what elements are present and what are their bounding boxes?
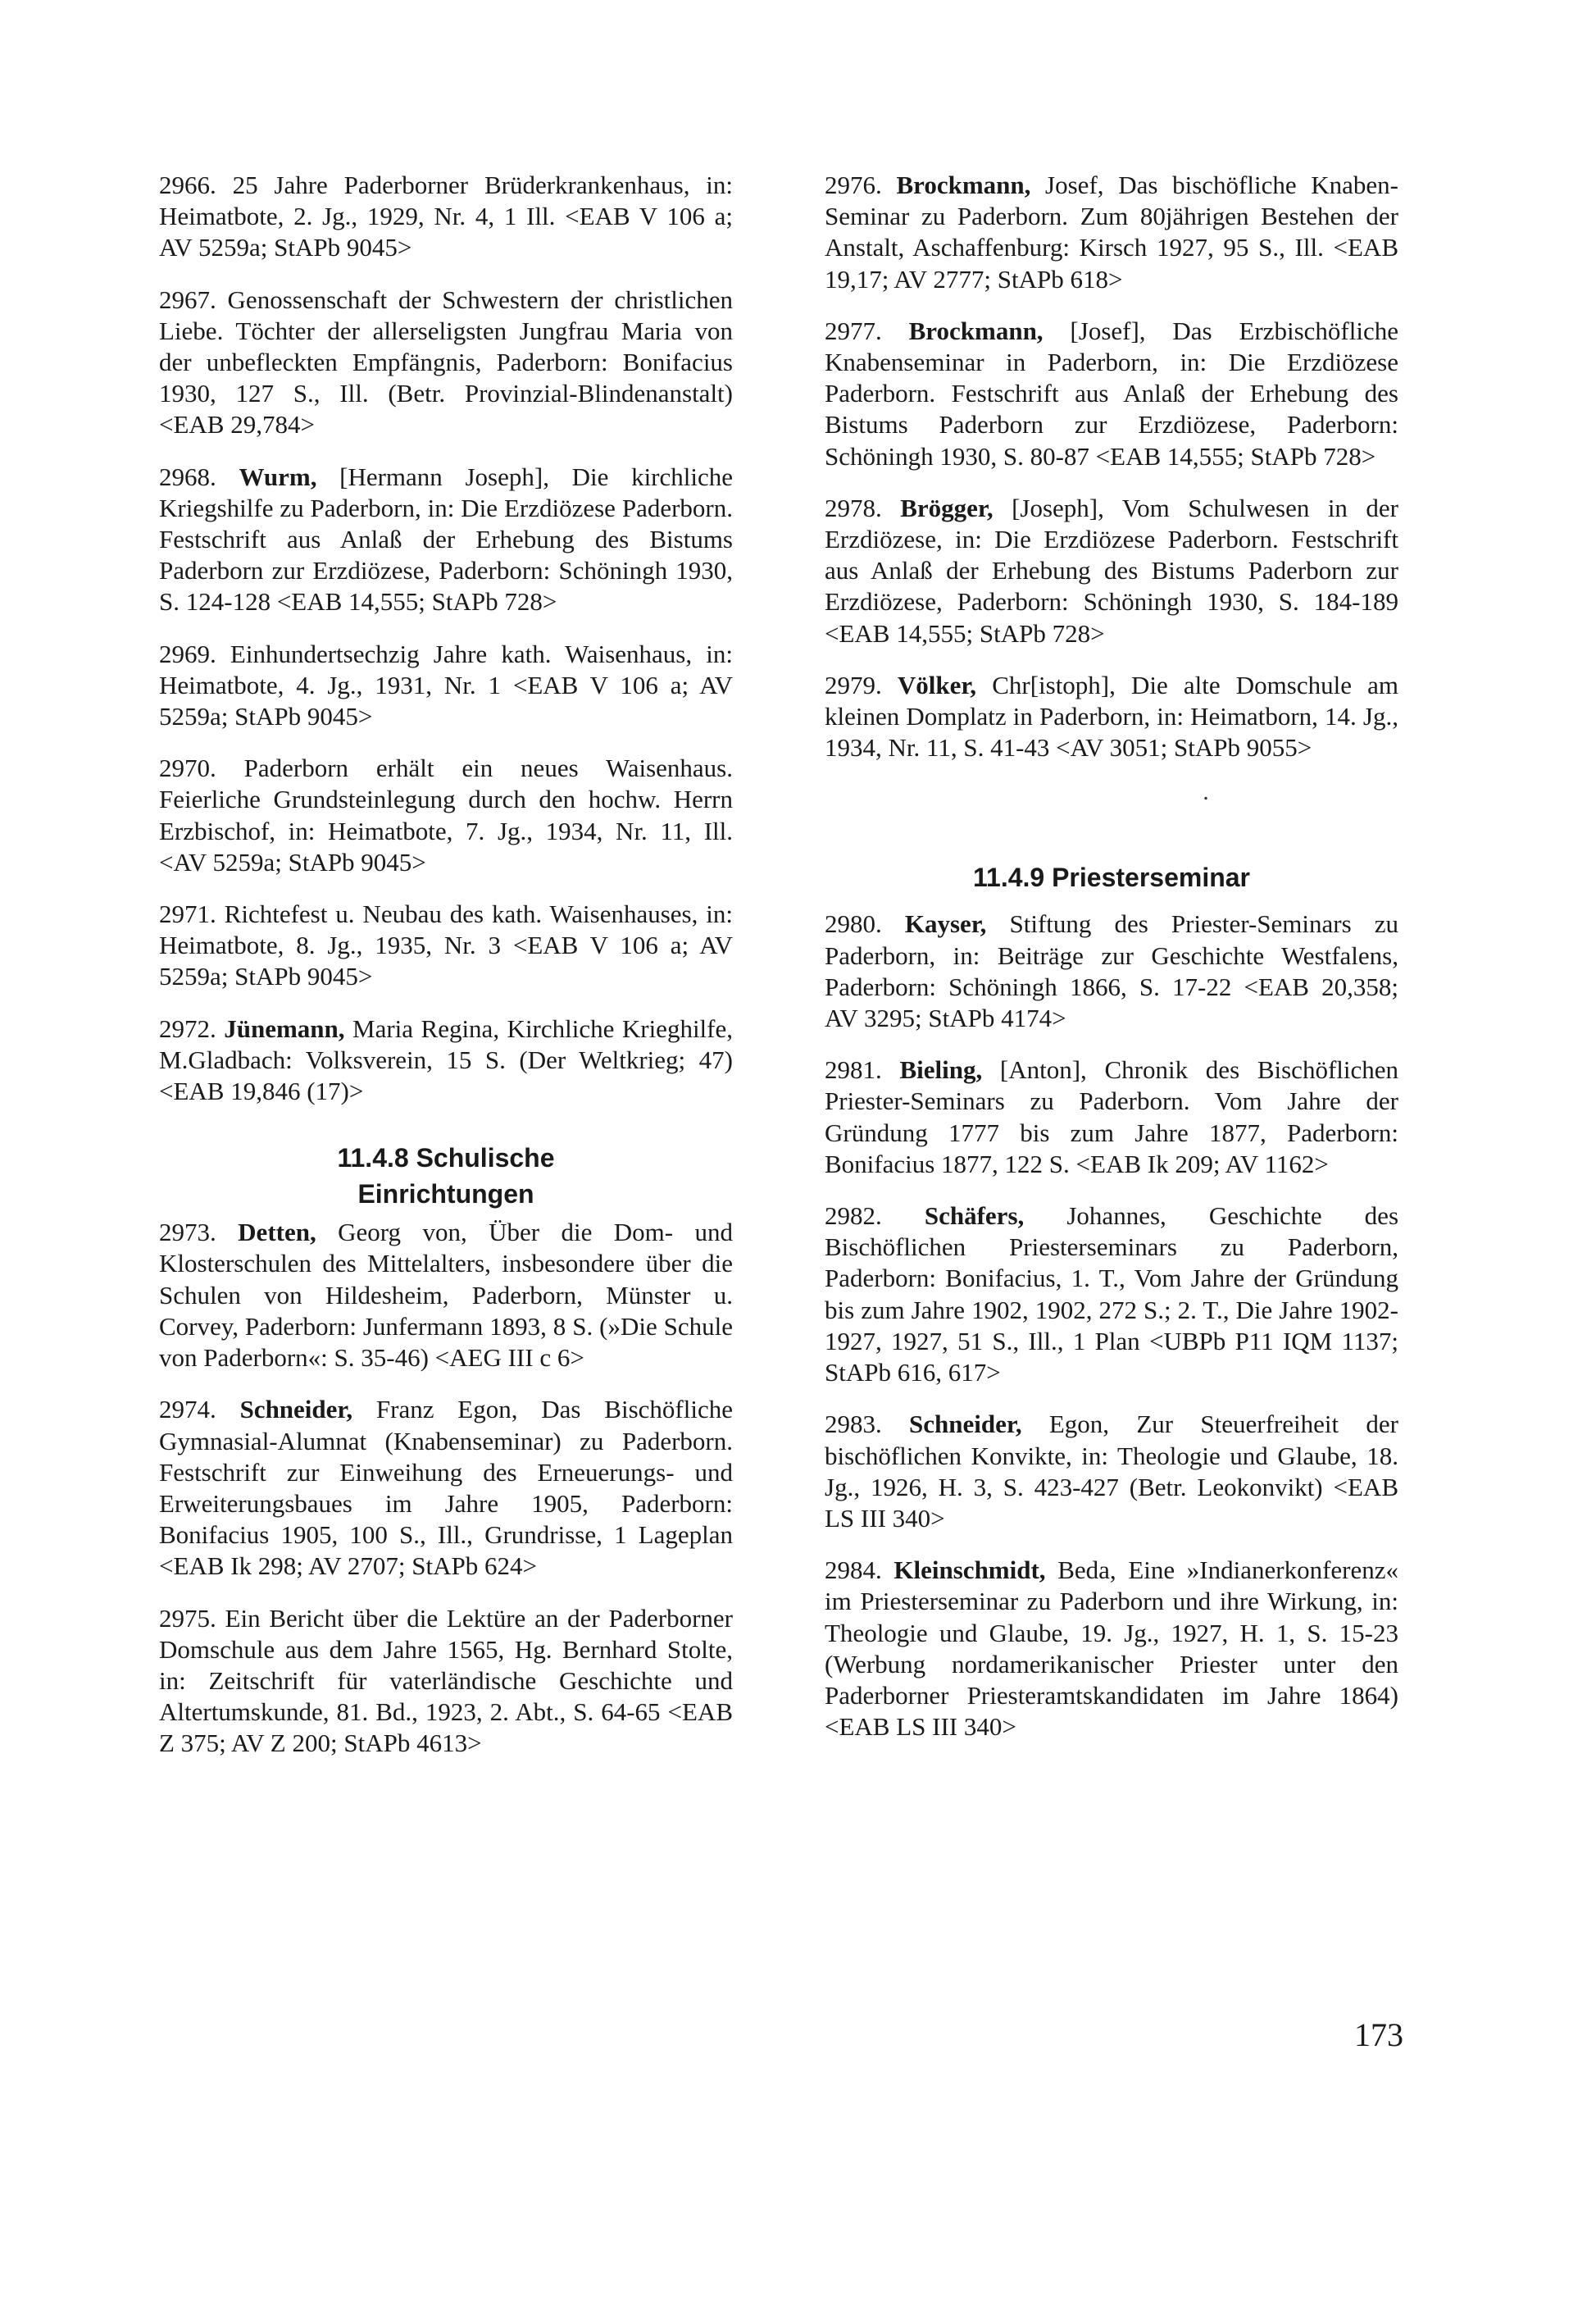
entry-author: Brögger,	[900, 493, 994, 522]
entry-author: Brockmann,	[896, 171, 1031, 199]
entry-author: Schneider,	[239, 1395, 353, 1424]
entry-text: Paderborn erhält ein neues Waisenhaus. Feierliche Grundsteinlegung durch den hochw. Herrn Erzbischof, in: Heimatbote, 7. Jg., 1934, Nr. 11, Ill. <AV 5259a; StAPb 9045>	[159, 754, 733, 877]
entry-author: Bieling,	[899, 1055, 983, 1085]
entry-number: 2968.	[159, 462, 216, 491]
section-heading-priesterseminar: 11.4.9 Priesterseminar	[972, 863, 1250, 893]
entry-number: 2966.	[159, 171, 216, 199]
bibliography-entry	[159, 285, 733, 441]
entry-number: 2980.	[825, 909, 882, 939]
bibliography-entry	[159, 1603, 733, 1760]
entry-text: [Hermann Joseph], Die kirchliche Kriegshilfe zu Paderborn, in: Die Erzdiözese Paderborn. Festschrift aus Anlaß der Erhebung des Bistums Paderborn zur Erzdiözese, Paderborn: Schöningh 1930, S. 124-128 <EAB 14,555; StAPb 728>	[159, 462, 734, 617]
entry-text: [Josef], Das Erzbischöfliche Knabenseminar in Paderborn, in: Die Erzdiözese Paderborn. Festschrift aus Anlaß der Erhebung des Bistums Paderborn zur Erzdiözese, Paderborn: Schöningh 1930, S. 80-87 <EAB 14,555; StAPb 728>	[825, 316, 1399, 471]
separator-dot: .	[1203, 778, 1209, 806]
entry-text: 25 Jahre Paderborner Brüderkrankenhaus, in: Heimatbote, 2. Jg., 1929, Nr. 4, 1 Ill. <EAB V 106 a; AV 5259a; StAPb 9045>	[159, 171, 733, 262]
entry-number: 2983.	[825, 1410, 882, 1439]
entry-number: 2976.	[825, 171, 882, 199]
entry-number: 2984.	[825, 1555, 882, 1585]
right-column	[825, 170, 1398, 1763]
left-column	[159, 170, 733, 1780]
entry-author: Völker,	[897, 670, 977, 699]
section-heading-schulische-einrichtungen	[159, 1140, 733, 1212]
entry-text: [Joseph], Vom Schulwesen in der Erzdiözese, in: Die Erzdiözese Paderborn. Festschrift aus Anlaß der Erhebung des Bistums Paderborn zur Erzdiözese, Paderborn: Schöningh 1930, S. 184-189 <EAB 14,555; StAPb 728>	[825, 493, 1398, 648]
entry-text: Beda, Eine »Indianerkonferenz« im Priesterseminar zu Paderborn und ihre Wirkung, in: Theologie und Glaube, 19. Jg., 1927, H. 1, S. 15-23 (Werbung nordamerikanischer Priester unter den Paderborner Priesteramtskandidaten im Jahre 1864) <EAB LS III 340>	[825, 1555, 1398, 1742]
entry-author: Schäfers,	[924, 1201, 1025, 1231]
page-number: 173	[1354, 2016, 1403, 2053]
bibliography-entry	[159, 899, 733, 993]
section-heading-line: 11.4.8 Schulische	[337, 1143, 555, 1173]
entry-text: Genossenschaft der Schwestern der christlichen Liebe. Töchter der allerseligsten Jungfrau Maria von der unbefleckten Empfängnis, Paderborn: Bonifacius 1930, 127 S., Ill. (Betr. Provinzial-Blindenanstalt) <EAB 29,784>	[159, 285, 733, 440]
entry-author: Wurm,	[239, 462, 317, 491]
entry-text: Chr[istoph], Die alte Domschule am kleinen Domplatz in Paderborn, in: Heimatborn, 14. Jg., 1934, Nr. 11, S. 41-43 <AV 3051; StAPb 9055>	[825, 670, 1398, 763]
left-entries-before	[159, 170, 733, 1107]
bibliography-entry	[825, 1555, 1398, 1742]
right-entries-before	[825, 170, 1398, 763]
entry-text: Franz Egon, Das Bischöfliche Gymnasial-Alumnat (Knabenseminar) zu Paderborn. Festschrift zur Einweihung des Erneuerungs- und Erweiterungsbaues im Jahre 1905, Paderborn: Bonifacius 1905, 100 S., Ill., Grundrisse, 1 Lageplan <EAB Ik 298; AV 2707; StAPb 624>	[159, 1395, 733, 1581]
entry-number: 2974.	[159, 1395, 216, 1424]
entry-text: Ein Bericht über die Lektüre an der Paderborner Domschule aus dem Jahre 1565, Hg. Bernhard Stolte, in: Zeitschrift für vaterländische Geschichte und Altertumskunde, 81. Bd., 1923, 2. Abt., S. 64-65 <EAB Z 375; AV Z 200; StAPb 4613>	[159, 1603, 733, 1758]
entry-number: 2967.	[159, 285, 216, 314]
entry-number: 2977.	[825, 316, 882, 345]
entry-author: Kayser,	[904, 909, 987, 939]
entry-number: 2970.	[159, 754, 216, 783]
entry-number: 2972.	[159, 1013, 216, 1043]
entry-number: 2982.	[825, 1201, 882, 1231]
bibliography-entry	[825, 316, 1398, 472]
entry-text: Josef, Das bischöfliche Knaben-Seminar zu Paderborn. Zum 80jährigen Bestehen der Anstalt, Aschaffenburg: Kirsch 1927, 95 S., Ill. <EAB 19,17; AV 2777; StAPb 618>	[825, 171, 1399, 294]
entry-number: 2981.	[825, 1055, 882, 1085]
entry-text: Georg von, Über die Dom- und Klosterschulen des Mittelalters, insbesondere über die Schulen von Hildesheim, Paderborn, Münster u. Corvey, Paderborn: Junfermann 1893, 8 S. (»Die Schule von Paderborn«: S. 35-46) <AEG III c 6>	[159, 1218, 734, 1373]
entry-text: Johannes, Geschichte des Bischöflichen Priesterseminars zu Paderborn, Paderborn: Bonifacius, 1. T., Vom Jahre der Gründung bis zum Jahre 1902, 1902, 272 S.; 2. T., Die Jahre 1902-1927, 1927, 51 S., Ill., 1 Plan <UBPb P11 IQM 1137; StAPb 616, 617>	[825, 1201, 1399, 1387]
bibliography-entry	[159, 639, 733, 733]
entry-text: Maria Regina, Kirchliche Krieghilfe, M.Gladbach: Volksverein, 15 S. (Der Weltkrieg; 47) <EAB 19,846 (17)>	[159, 1013, 734, 1106]
bibliography-entry	[825, 493, 1398, 649]
entry-number: 2979.	[825, 670, 882, 699]
bibliography-entry	[825, 1200, 1398, 1388]
section-heading-line: Einrichtungen	[357, 1179, 534, 1209]
bibliography-entry	[159, 753, 733, 878]
bibliography-entry	[159, 1013, 733, 1108]
bibliography-entry	[825, 1409, 1398, 1534]
right-entries-after	[825, 909, 1398, 1742]
bibliography-entry	[159, 1217, 733, 1373]
entry-text: Egon, Zur Steuerfreiheit der bischöflichen Konvikte, in: Theologie und Glaube, 18. Jg., 1926, H. 3, S. 423-427 (Betr. Leokonvikt) <EAB LS III 340>	[825, 1410, 1398, 1533]
entry-author: Detten,	[238, 1218, 316, 1247]
entry-number: 2973.	[159, 1218, 216, 1247]
entry-text: Stiftung des Priester-Seminars zu Paderborn, in: Beiträge zur Geschichte Westfalens, Paderborn: Schöningh 1866, S. 17-22 <EAB 20,358; AV 3295; StAPb 4174>	[825, 909, 1398, 1033]
entry-text: Einhundertsechzig Jahre kath. Waisenhaus, in: Heimatbote, 4. Jg., 1931, Nr. 1 <EAB V 106 a; AV 5259a; StAPb 9045>	[159, 639, 733, 731]
entry-number: 2971.	[159, 900, 216, 929]
bibliography-entry	[825, 670, 1398, 764]
entry-number: 2978.	[825, 493, 882, 522]
left-entries-after	[159, 1217, 733, 1759]
entry-number: 2969.	[159, 639, 216, 668]
entry-author: Schneider,	[909, 1410, 1022, 1439]
entry-author: Kleinschmidt,	[893, 1555, 1046, 1585]
entry-author: Jünemann,	[224, 1013, 345, 1043]
entry-author: Brockmann,	[908, 316, 1044, 345]
entry-number: 2975.	[159, 1603, 216, 1633]
entry-text: Richtefest u. Neubau des kath. Waisenhauses, in: Heimatbote, 8. Jg., 1935, Nr. 3 <EAB V 106 a; AV 5259a; StAPb 9045>	[159, 900, 733, 991]
bibliography-entry	[825, 170, 1398, 295]
bibliography-entry	[825, 909, 1398, 1034]
bibliography-entry	[825, 1054, 1398, 1180]
bibliography-entry	[159, 1394, 733, 1582]
entry-text: [Anton], Chronik des Bischöflichen Priester-Seminars zu Paderborn. Vom Jahre der Gründung 1777 bis zum Jahre 1877, Paderborn: Bonifacius 1877, 122 S. <EAB Ik 209; AV 1162>	[825, 1055, 1399, 1178]
bibliography-entry	[159, 462, 733, 618]
bibliography-entry	[159, 170, 733, 264]
